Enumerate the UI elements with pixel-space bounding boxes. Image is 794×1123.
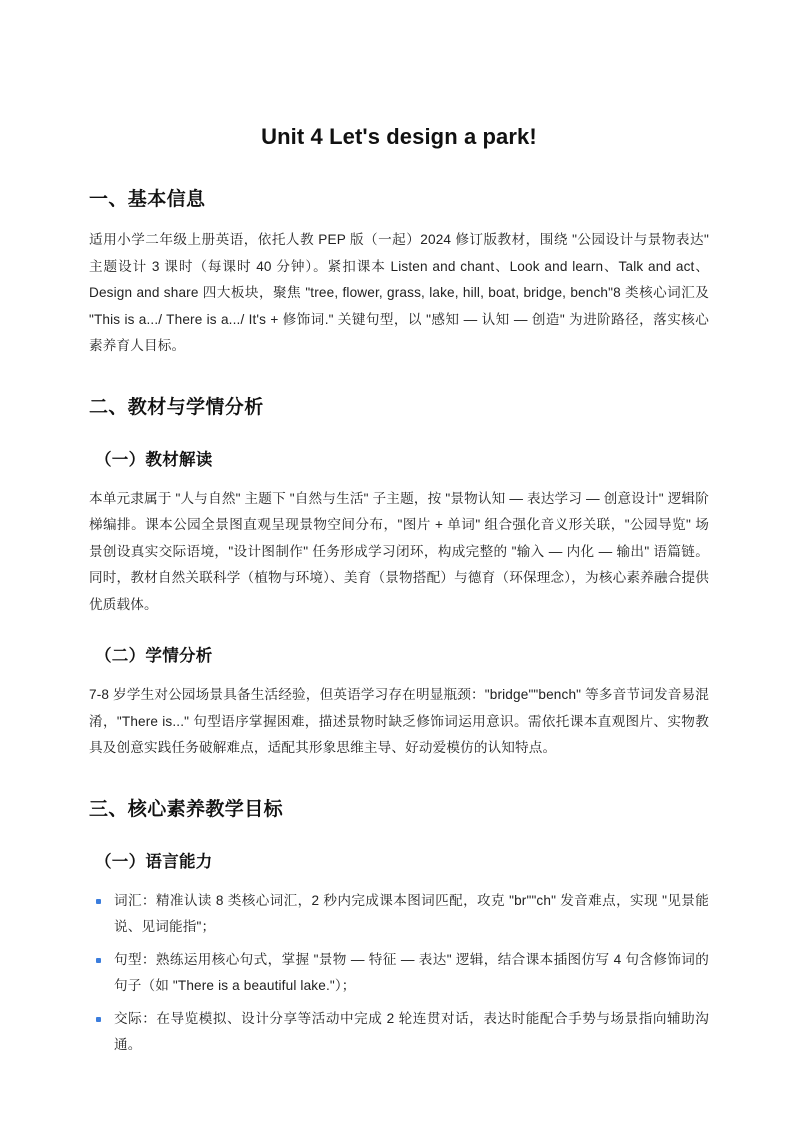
paragraph-material-interpretation: 本单元隶属于 "人与自然" 主题下 "自然与生活" 子主题，按 "景物认知 — 表达学习 — 创意设计" 逻辑阶梯编排。课本公园全景图直观呈现景物空间分布，"图片 + 单词" 组合强化音义形关联，"公园导览" 场景创设真实交际语境，"设计图制作" 任务形成学习闭环，构成完整的 "输入 — 内化 — 输出" 语篇链。同时，教材自然关联科学（植物与环境）、美育（景物搭配）与德育（环保理念），为核心素养融合提供优质载体。 — [89, 490, 709, 612]
section-heading-basic-info: 一、基本信息 — [89, 188, 206, 210]
list-item — [89, 888, 709, 941]
list-item — [89, 1006, 709, 1059]
subsection-heading-student-analysis: （二）学情分析 — [95, 647, 213, 666]
paragraph-student-analysis: 7-8 岁学生对公园场景具备生活经验，但英语学习存在明显瓶颈："bridge""bench" 等多音节词发音易混淆，"There is..." 句型语序掌握困难，描述景物时缺乏修饰词运用意识。需依托课本直观图片、实物教具及创意实践任务破解难点，适配其形象思维主导、好动爱模仿的认知特点。 — [89, 687, 709, 756]
page-title: Unit 4 Let's design a park! — [261, 124, 537, 149]
list-item-text: 词汇：精准认读 8 类核心词汇，2 秒内完成课本图词匹配，攻克 "br""ch" 发音难点，实现 "见景能说、见词能指"； — [114, 892, 709, 935]
list-item — [89, 947, 709, 1000]
list-item-text: 交际：在导览模拟、设计分享等活动中完成 2 轮连贯对话，表达时能配合手势与场景指向辅助沟通。 — [114, 1010, 709, 1053]
subsection-heading-language-ability: （一）语言能力 — [95, 853, 213, 872]
list-item-text: 句型：熟练运用核心句式，掌握 "景物 — 特征 — 表达" 逻辑，结合课本插图仿写 4 句含修饰词的句子（如 "There is a beautiful lake."）； — [114, 951, 709, 994]
subsection-heading-material-interpretation: （一）教材解读 — [95, 451, 213, 470]
section-heading-material-analysis: 二、教材与学情分析 — [89, 396, 264, 418]
paragraph-basic-info: 适用小学二年级上册英语，依托人教 PEP 版（一起）2024 修订版教材，围绕 "公园设计与景物表达" 主题设计 3 课时（每课时 40 分钟）。紧扣课本 Listen and chant、Look and learn、Talk and act、Design and share 四大板块，聚焦 "tree, flower, grass, lake, hill, boat, bridge, bench"8 类核心词汇及 "This is a.../ There is a.../ It's + 修饰词." 关键句型，以 "感知 — 认知 — 创造" 为进阶路径，落实核心素养育人目标。 — [89, 232, 709, 354]
language-ability-bullet-list — [89, 888, 709, 1059]
section-heading-core-competency-goals: 三、核心素养教学目标 — [89, 798, 284, 820]
